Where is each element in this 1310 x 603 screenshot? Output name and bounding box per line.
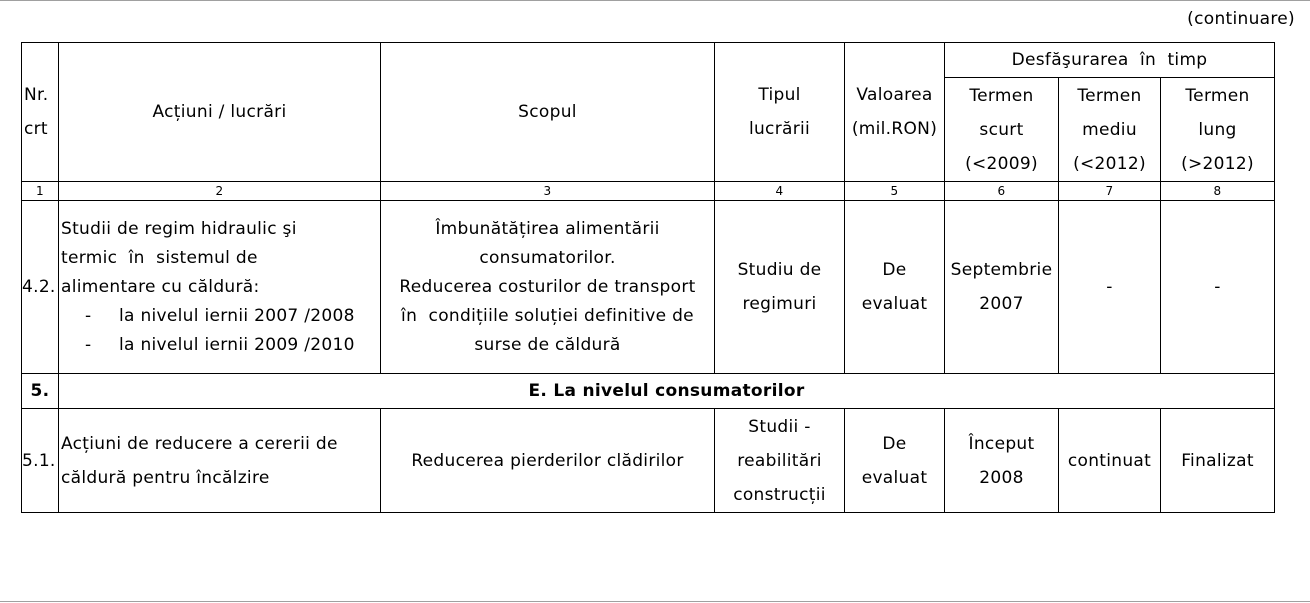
index-cell: 4 <box>715 182 845 201</box>
header-nr: Nr. crt <box>22 43 59 182</box>
column-index-row <box>22 182 1275 201</box>
section-number: 5. <box>22 374 59 409</box>
section-title: E. La nivelul consumatorilor <box>59 374 1275 409</box>
measures-table <box>21 42 1275 513</box>
top-rule <box>0 0 1310 1</box>
row-long-term: Finalizat <box>1161 409 1275 513</box>
bottom-rule <box>0 601 1310 602</box>
header-value: Valoarea (mil.RON) <box>845 43 945 182</box>
section-row-5 <box>22 374 1275 409</box>
list-item: - la nivelul iernii 2009 /2010 <box>61 331 378 360</box>
row-work-type: Studiu de regimuri <box>715 201 845 374</box>
row-short-term: Început 2008 <box>945 409 1059 513</box>
header-purpose: Scopul <box>381 43 715 182</box>
row-medium-term: - <box>1059 201 1161 374</box>
header-short-term: Termen scurt (<2009) <box>945 78 1059 182</box>
row-work-type: Studii - reabilitări construcții <box>715 409 845 513</box>
header-timeline: Desfăşurarea în timp <box>945 43 1275 78</box>
row-value: De evaluat <box>845 409 945 513</box>
winter-list <box>61 302 378 360</box>
index-cell: 8 <box>1161 182 1275 201</box>
row-number: 4.2. <box>22 201 59 374</box>
index-cell: 7 <box>1059 182 1161 201</box>
row-number: 5.1. <box>22 409 59 513</box>
continuation-note: (continuare) <box>1187 9 1295 29</box>
header-long-term: Termen lung (>2012) <box>1161 78 1275 182</box>
index-cell: 1 <box>22 182 59 201</box>
row-long-term: - <box>1161 201 1275 374</box>
row-short-term: Septembrie 2007 <box>945 201 1059 374</box>
row-actions: Acțiuni de reducere a cererii de căldură pentru încălzire <box>59 409 381 513</box>
row-actions: Studii de regim hidraulic şi termic în sistemul de alimentare cu căldură: - la nivelul iernii 2007 /2008 - la nivelul iernii 2009 /2010 <box>59 201 381 374</box>
index-cell: 6 <box>945 182 1059 201</box>
table-row-4-2 <box>22 201 1275 374</box>
row-value: De evaluat <box>845 201 945 374</box>
list-item: - la nivelul iernii 2007 /2008 <box>61 302 378 331</box>
header-medium-term: Termen mediu (<2012) <box>1059 78 1161 182</box>
table-row-5-1 <box>22 409 1275 513</box>
index-cell: 3 <box>381 182 715 201</box>
row-medium-term: continuat <box>1059 409 1161 513</box>
index-cell: 2 <box>59 182 381 201</box>
header-work-type: Tipul lucrării <box>715 43 845 182</box>
header-actions: Acțiuni / lucrări <box>59 43 381 182</box>
row-purpose: Reducerea pierderilor clădirilor <box>381 409 715 513</box>
index-cell: 5 <box>845 182 945 201</box>
header-row-1 <box>22 43 1275 78</box>
row-purpose: Îmbunătățirea alimentării consumatorilor. Reducerea costurilor de transport în condițiile soluției definitive de surse de căldură <box>381 201 715 374</box>
